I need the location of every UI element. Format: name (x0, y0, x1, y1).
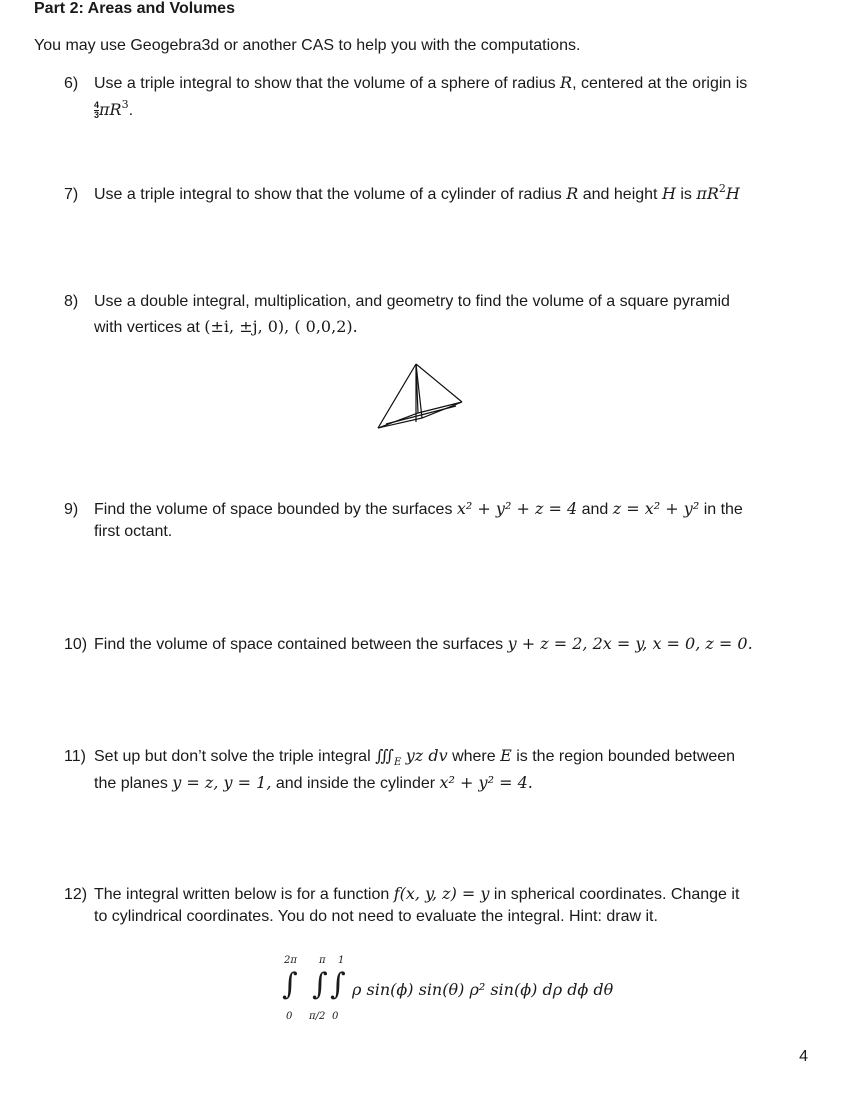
spherical-integral: 2π 0 ∫ π π/2 ∫ 1 0 ∫ ρ sin(ϕ) sin(θ) ρ² sin(ϕ) dρ dϕ dθ (282, 955, 614, 1022)
question-10: 10) Find the volume of space contained between the surfaces y + z = 2, 2x = y, x = 0, z = 0. (64, 634, 753, 653)
question-6-formula: $\frac{4}{3}$ $\pi R^3$. (94, 98, 134, 121)
four-thirds-fraction: $\frac{4}{3}$ (94, 100, 100, 121)
question-9-line2: first octant. (94, 523, 173, 540)
question-number: 6) (64, 75, 79, 92)
question-12: 12) The integral written below is for a function f(x, y, z) = y in spherical coordinates. Change it (64, 884, 740, 903)
page-number: 4 (799, 1048, 808, 1065)
question-8-line2: with vertices at (±i, ±j, 0), ( 0,0,2). (94, 317, 358, 336)
question-8: 8) Use a double integral, multiplication, and geometry to find the volume of a square pyramid (64, 293, 730, 310)
question-7: 7) Use a triple integral to show that the volume of a cylinder of radius R and height H is $\pi R^2H$ (64, 182, 740, 203)
question-9: 9) Find the volume of space bounded by the surfaces x² + y² + z = 4 and z = x² + y² in the (64, 499, 743, 518)
question-12-line2: to cylindrical coordinates. You do not need to evaluate the integral. Hint: draw it. (94, 908, 658, 925)
intro-text: You may use Geogebra3d or another CAS to help you with the computations. (34, 37, 581, 54)
integrand: ρ sin(ϕ) sin(θ) ρ² sin(ϕ) dρ dϕ dθ (352, 980, 614, 999)
pyramid-diagram (372, 360, 468, 440)
question-11: 11) Set up but don’t solve the triple integral $∭_E$ yz dv where E is the region bounded between (64, 746, 736, 768)
question-11-line2: the planes y = z, y = 1, and inside the cylinder x² + y² = 4. (94, 773, 533, 792)
section-title: Part 2: Areas and Volumes (34, 0, 235, 17)
question-6: 6) Use a triple integral to show that the volume of a sphere of radius R, centered at the origin is (64, 73, 748, 92)
